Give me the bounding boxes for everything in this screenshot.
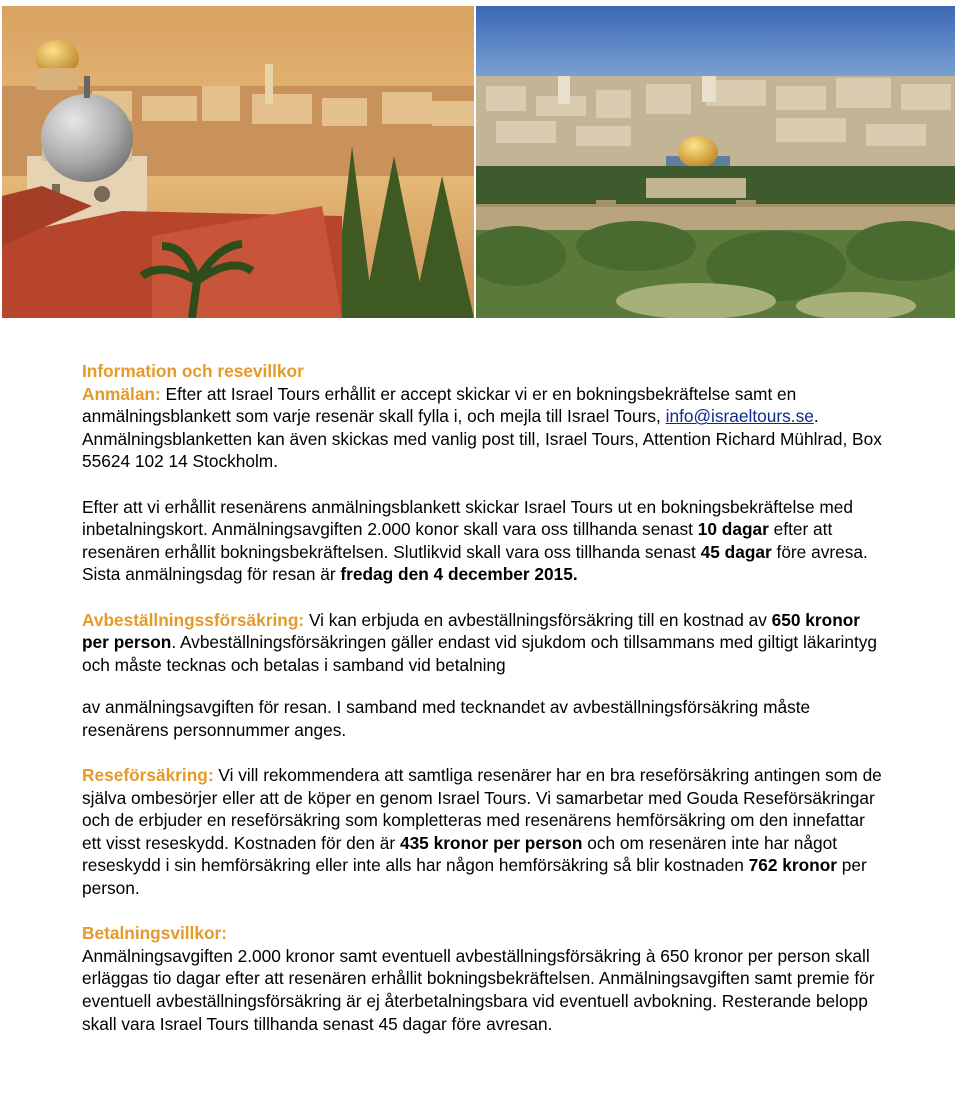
travel-insurance-text: Vi vill rekommendera att samtliga resenärer har en bra reseförsäkring antingen som de själva ombesörjer eller att de köper en genom Israel Tours. Vi samarbetar med Gouda Reseförsäkringar och de erbjuder en reseförsäkring som kompletteras med resenärens hemförsäkring om den innefattar ett visst reseskydd. Kostnaden för den är (82, 765, 882, 853)
booking-text: Efter att vi erhållit resenärens anmälningsblankett skickar Israel Tours ut en bokningsbekräftelse med inbetalningskort. Anmälningsavgiften 2.000 konor skall vara oss tillhanda senast (82, 496, 854, 540)
cancellation-paragraph-2: av anmälningsavgiften för resan. I samband med tecknandet av avbeställningsförsäkring måste resenärens personnummer anges. (82, 697, 811, 740)
deadline-10-days: 10 dagar (697, 519, 769, 540)
travel-insurance-price: 435 kronor per person (399, 832, 583, 853)
payment-terms-label: Betalningsvillkor: (82, 923, 228, 944)
header-photos (0, 0, 960, 320)
cancellation-paragraph (82, 609, 882, 677)
travel-insurance-text-2: och om resenären inte har något reseskydd i sin hemförsäkring eller inte alls har någon hemförsäkring så blir kostnaden (82, 832, 838, 876)
anmalan-label: Anmälan: (82, 383, 161, 404)
anmalan-paragraph (82, 383, 882, 473)
section-heading: Information och resevillkor (82, 361, 304, 381)
cancellation-label: Avbeställningssförsäkring: (82, 609, 305, 630)
booking-paragraph (82, 496, 882, 564)
cancellation-text-2: . Avbeställningsförsäkringen gäller endast vid sjukdom och tillsammans med giltigt läkarintyg och måste tecknas och betalas i samband vid betalning (82, 632, 877, 675)
last-booking-date-value: fredag den 4 december 2015. (340, 564, 578, 585)
travel-insurance-paragraph (82, 764, 882, 900)
jerusalem-panorama-photo (476, 6, 955, 318)
last-booking-date (82, 563, 882, 586)
travel-insurance-label: Reseförsäkring: (82, 765, 214, 786)
booking-text-2: efter att resenären erhållit bokningsbekräftelsen. Slutlikvid skall vara oss tillhanda senast (82, 519, 833, 562)
email-link[interactable]: info@israeltours.se (665, 406, 814, 427)
cancellation-text: Vi kan erbjuda en avbeställningsförsäkring till en kostnad av (304, 609, 772, 630)
last-booking-text: Sista anmälningsdag för resan är (82, 564, 341, 585)
document-body (82, 360, 882, 1035)
jerusalem-rooftops-photo (2, 6, 474, 318)
booking-text-3: före avresa. (771, 541, 868, 562)
anmalan-text: Efter att Israel Tours erhållit er accept skickar vi er en bokningsbekräftelse samt en anmälningsblankett som varje resenär skall fylla i, och mejla till Israel Tours, (82, 383, 797, 427)
travel-insurance-price-2: 762 kronor (748, 855, 837, 876)
cancellation-price: 650 kronor per person (82, 609, 861, 653)
deadline-45-days: 45 dagar (700, 541, 772, 562)
anmalan-text-2: . Anmälningsblanketten kan även skickas med vanlig post till, Israel Tours, Attention Richard Mühlrad, Box 55624 102 14 Stockholm. (82, 406, 882, 472)
travel-insurance-text-3: per person. (82, 855, 867, 899)
payment-terms-paragraph: Anmälningsavgiften 2.000 kronor samt eventuell avbeställningsförsäkring à 650 kronor per person skall erläggas tio dagar efter att resenären erhållit bokningsbekräftelsen. Anmälningsavgiften samt premie för eventuell avbeställningsförsäkring är ej återbetalningsbara vid eventuell avbokning. Resterande belopp skall vara Israel Tours tillhanda senast 45 dagar före avresan. (82, 945, 875, 1034)
